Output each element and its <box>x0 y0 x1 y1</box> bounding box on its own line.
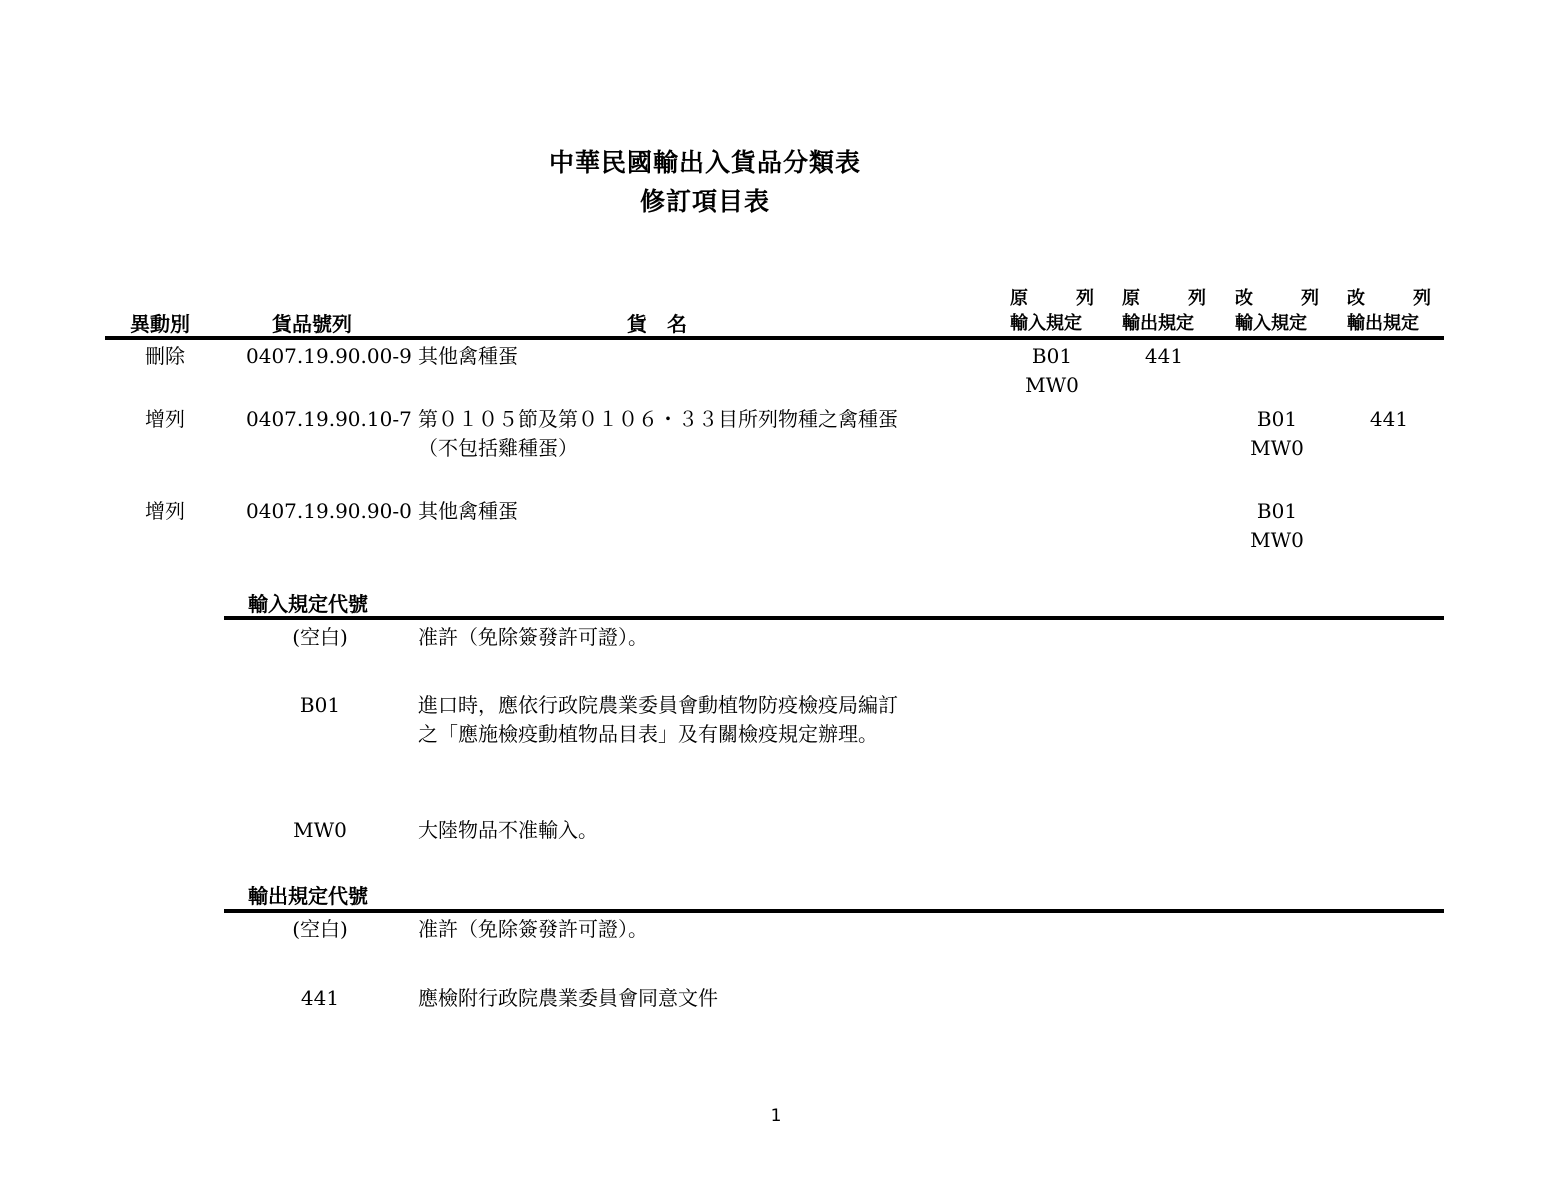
export-code: (空白) <box>292 917 348 941</box>
row-orig-import: B01 MW0 <box>1025 344 1079 397</box>
import-code-desc: 進口時，應依行政院農業委員會動植物防疫檢疫局編訂 之「應施檢疫動植物品目表」及有關檢疫規定辦理。 <box>418 693 898 746</box>
header-new-import: 改 列 輸入規定 <box>1235 288 1319 334</box>
row-code: 0407.19.90.90-0 <box>246 499 412 523</box>
import-codes-heading: 輸入規定代號 <box>248 592 368 616</box>
import-codes-rule <box>224 616 1444 620</box>
import-code-desc: 准許（免除簽發許可證）。 <box>418 625 648 649</box>
row-name: 第０１０５節及第０１０６・３３目所列物種之禽種蛋 （不包括雞種蛋） <box>418 407 898 460</box>
row-orig-export: 441 <box>1144 344 1184 368</box>
document-title: 中華民國輸出入貨品分類表 <box>548 148 861 177</box>
import-code: (空白) <box>292 625 348 649</box>
import-code: B01 <box>299 693 341 717</box>
row-code: 0407.19.90.10-7 <box>246 407 412 431</box>
page-number: 1 <box>770 1106 782 1126</box>
row-new-import: B01 MW0 <box>1250 499 1304 552</box>
header-code: 貨品號列 <box>272 312 352 336</box>
document-subtitle: 修訂項目表 <box>639 187 770 216</box>
export-code-desc: 准許（免除簽發許可證）。 <box>418 917 648 941</box>
table-header-rule <box>105 336 1444 340</box>
header-new-export: 改 列 輸出規定 <box>1347 288 1431 334</box>
import-code: MW0 <box>293 818 347 842</box>
header-orig-import: 原 列 輸入規定 <box>1010 288 1094 334</box>
export-code-desc: 應檢附行政院農業委員會同意文件 <box>418 986 718 1010</box>
export-codes-rule <box>224 909 1444 913</box>
row-name: 其他禽種蛋 <box>418 344 518 368</box>
header-change-type: 異動別 <box>130 312 190 336</box>
row-name: 其他禽種蛋 <box>418 499 518 523</box>
row-new-import: B01 MW0 <box>1250 407 1304 460</box>
header-name: 貨 名 <box>627 312 687 336</box>
row-code: 0407.19.90.00-9 <box>246 344 412 368</box>
row-change-type: 刪除 <box>145 344 185 368</box>
export-codes-heading: 輸出規定代號 <box>248 884 368 908</box>
export-code: 441 <box>300 986 340 1010</box>
row-change-type: 增列 <box>145 407 185 431</box>
import-code-desc: 大陸物品不准輸入。 <box>418 818 598 842</box>
header-orig-export: 原 列 輸出規定 <box>1122 288 1206 334</box>
row-change-type: 增列 <box>145 499 185 523</box>
row-new-export: 441 <box>1369 407 1409 431</box>
